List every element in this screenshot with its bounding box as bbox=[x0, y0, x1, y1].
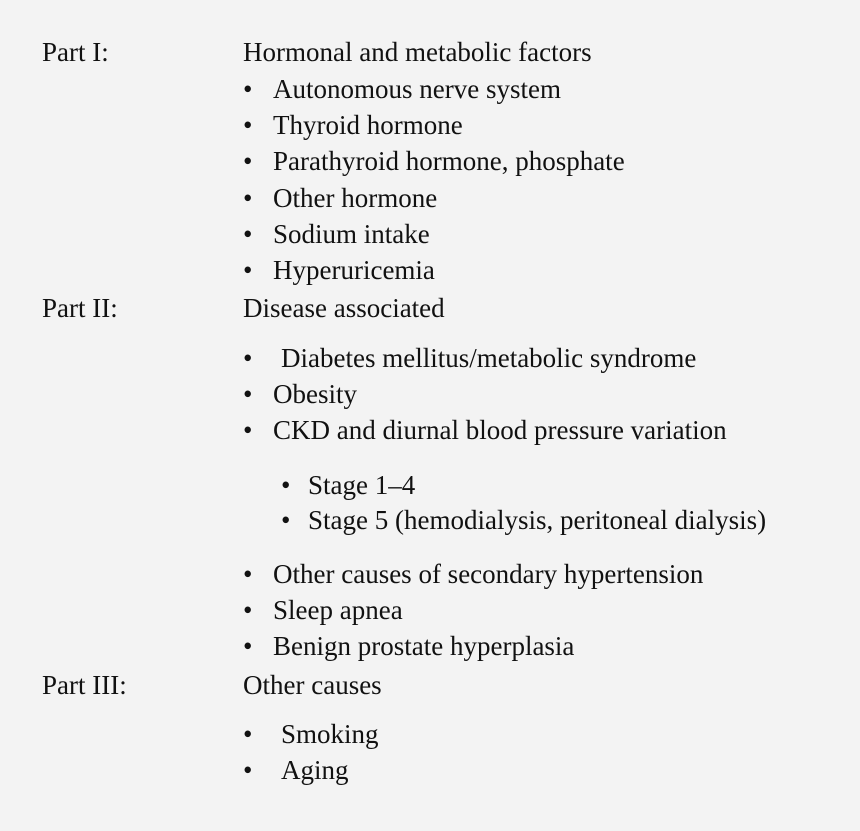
list-item bbox=[243, 754, 349, 786]
list-item bbox=[243, 378, 357, 410]
bullet-icon: • bbox=[243, 559, 253, 589]
part-3-label: Part III: bbox=[42, 670, 127, 700]
list-item bbox=[243, 145, 625, 177]
list-item-text: Benign prostate hyperplasia bbox=[273, 631, 575, 661]
bullet-icon: • bbox=[243, 219, 253, 249]
bullet-icon: • bbox=[243, 595, 253, 625]
sub-list-item-text: Stage 5 (hemodialysis, peritoneal dialysis) bbox=[308, 505, 767, 535]
sub-list-item bbox=[281, 504, 766, 536]
bullet-icon: • bbox=[243, 415, 253, 445]
list-item bbox=[243, 414, 727, 446]
part-3-heading: Other causes bbox=[243, 670, 382, 700]
list-item-text: CKD and diurnal blood pressure variation bbox=[273, 415, 727, 445]
list-item bbox=[243, 73, 561, 105]
part-1-label: Part I: bbox=[42, 37, 109, 67]
part-1-heading: Hormonal and metabolic factors bbox=[243, 37, 592, 67]
bullet-icon: • bbox=[243, 183, 253, 213]
list-item-text: Thyroid hormone bbox=[273, 110, 463, 140]
bullet-icon: • bbox=[281, 505, 291, 535]
list-item-text: Other hormone bbox=[273, 183, 438, 213]
part-2-label: Part II: bbox=[42, 293, 118, 323]
list-item-text: Aging bbox=[281, 755, 349, 785]
sub-list-item-text: Stage 1–4 bbox=[308, 470, 416, 500]
bullet-icon: • bbox=[243, 74, 253, 104]
list-item bbox=[243, 630, 574, 662]
list-item-text: Diabetes mellitus/metabolic syndrome bbox=[281, 343, 697, 373]
list-item-text: Smoking bbox=[281, 719, 379, 749]
list-item-text: Obesity bbox=[273, 379, 357, 409]
list-item bbox=[243, 182, 437, 214]
bullet-icon: • bbox=[243, 719, 253, 749]
bullet-icon: • bbox=[243, 631, 253, 661]
list-item bbox=[243, 109, 463, 141]
list-item bbox=[243, 718, 379, 750]
list-item-text: Hyperuricemia bbox=[273, 255, 435, 285]
bullet-icon: • bbox=[243, 343, 253, 373]
list-item bbox=[243, 254, 435, 286]
part-2-heading: Disease associated bbox=[243, 293, 445, 323]
list-item bbox=[243, 218, 430, 250]
list-item-text: Sodium intake bbox=[273, 219, 430, 249]
list-item bbox=[243, 594, 403, 626]
list-item-text: Sleep apnea bbox=[273, 595, 403, 625]
bullet-icon: • bbox=[243, 379, 253, 409]
list-item-text: Autonomous nerve system bbox=[273, 74, 561, 104]
list-item-text: Other causes of secondary hypertension bbox=[273, 559, 704, 589]
bullet-icon: • bbox=[243, 110, 253, 140]
bullet-icon: • bbox=[243, 755, 253, 785]
bullet-icon: • bbox=[243, 255, 253, 285]
sub-list-item bbox=[281, 469, 415, 501]
list-item-text: Parathyroid hormone, phosphate bbox=[273, 146, 625, 176]
bullet-icon: • bbox=[243, 146, 253, 176]
bullet-icon: • bbox=[281, 470, 291, 500]
list-item bbox=[243, 342, 696, 374]
list-item bbox=[243, 558, 703, 590]
